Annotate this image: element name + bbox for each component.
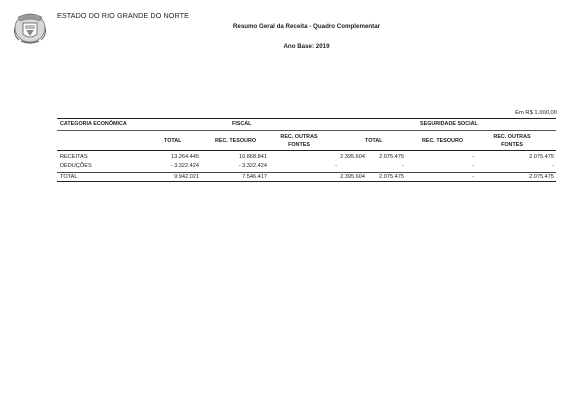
- col-social-rec-outras-fontes: REC. OUTRAS FONTES: [493, 134, 531, 148]
- col-fiscal-total: TOTAL: [164, 138, 182, 144]
- table-cell: -: [472, 154, 474, 160]
- table-cell: -: [552, 163, 554, 169]
- header-category: CATEGORIA ECONÔMICA: [60, 121, 127, 127]
- table-cell: 9.942.021: [174, 174, 199, 180]
- table-cell: 7.546.417: [242, 174, 267, 180]
- table-subheader-rule: [57, 150, 556, 151]
- row-label-total: TOTAL: [60, 174, 78, 180]
- row-label-deducoes: DEDUÇÕES: [60, 163, 92, 169]
- table-cell: 2.395.604: [340, 174, 365, 180]
- table-header-rule: [57, 130, 556, 131]
- unit-note: Em R$ 1.000,00: [515, 110, 557, 116]
- header-fiscal: FISCAL: [232, 121, 252, 127]
- table-cell: - 3.322.424: [238, 163, 267, 169]
- table-top-rule: [57, 118, 556, 119]
- table-cell: 2.075.475: [379, 154, 404, 160]
- table-cell: 2.075.475: [529, 174, 554, 180]
- row-label-receitas: RECEITAS: [60, 154, 88, 160]
- table-bottom-rule: [57, 181, 556, 182]
- base-year: Ano Base: 2019: [283, 43, 330, 50]
- table-cell: -: [472, 163, 474, 169]
- table-cell: 2.075.475: [529, 154, 554, 160]
- table-cell: 10.868.841: [239, 154, 267, 160]
- col-social-total: TOTAL: [365, 138, 383, 144]
- table-cell: - 3.322.424: [170, 163, 199, 169]
- col-social-rec-tesouro: REC. TESOURO: [422, 138, 464, 144]
- table-cell: 2.395.604: [340, 154, 365, 160]
- state-name: ESTADO DO RIO GRANDE DO NORTE: [57, 11, 190, 20]
- report-title: Resumo Geral da Receita - Quadro Complementar: [232, 23, 381, 30]
- col-fiscal-rec-outras-fontes: REC. OUTRAS FONTES: [280, 134, 318, 148]
- table-cell: 13.264.445: [171, 154, 199, 160]
- header-seguridade-social: SEGURIDADE SOCIAL: [420, 121, 478, 127]
- table-cell: -: [472, 174, 474, 180]
- table-cell: -: [402, 163, 404, 169]
- table-cell: -: [335, 163, 337, 169]
- table-total-rule: [57, 172, 556, 173]
- table-cell: 2.075.475: [379, 174, 404, 180]
- col-fiscal-rec-tesouro: REC. TESOURO: [215, 138, 257, 144]
